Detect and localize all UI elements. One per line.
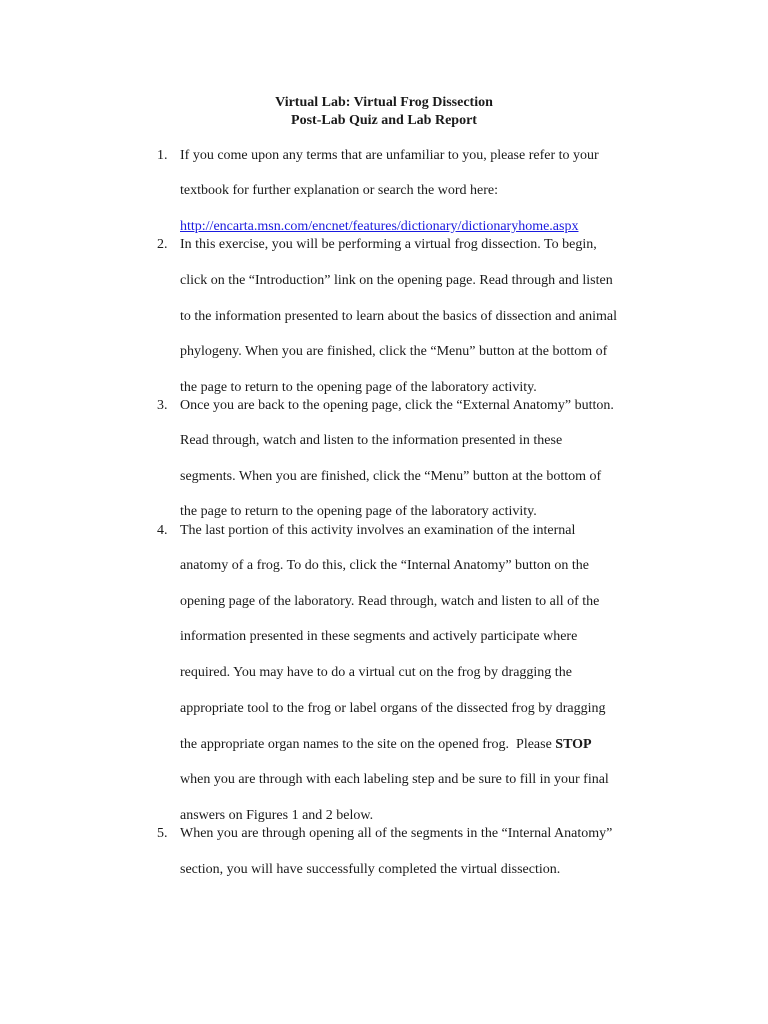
item-4-line-2: anatomy of a frog. To do this, click the “Internal Anatomy” button on the: [180, 558, 589, 573]
item-2-line-4: phylogeny. When you are finished, click the “Menu” button at the bottom of: [180, 344, 608, 359]
item-3-line-4: the page to return to the opening page of the laboratory activity.: [180, 504, 537, 519]
item-4-line-8: when you are through with each labeling step and be sure to fill in your final: [180, 772, 609, 787]
item-2-line-3: to the information presented to learn about the basics of dissection and animal: [180, 309, 617, 324]
item-2-line-5: the page to return to the opening page of the laboratory activity.: [180, 380, 537, 395]
item-2-line-1: In this exercise, you will be performing a virtual frog dissection. To begin,: [180, 237, 597, 252]
stop-emphasis: STOP: [555, 737, 592, 752]
item-number-5: 5.: [157, 826, 168, 841]
item-4-line-1: The last portion of this activity involves an examination of the internal: [180, 523, 576, 538]
item-3-line-2: Read through, watch and listen to the information presented in these: [180, 433, 563, 448]
item-4-line-3: opening page of the laboratory. Read through, watch and listen to all of the: [180, 594, 600, 609]
item-number-3: 3.: [157, 398, 168, 413]
document-subtitle: Post-Lab Quiz and Lab Report: [291, 113, 477, 128]
dictionary-link[interactable]: http://encarta.msn.com/encnet/features/dictionary/dictionaryhome.aspx: [180, 219, 579, 234]
item-1-line-2: textbook for further explanation or search the word here:: [180, 183, 498, 198]
document-title: Virtual Lab: Virtual Frog Dissection: [275, 95, 493, 110]
item-1-line-1: If you come upon any terms that are unfamiliar to you, please refer to your: [180, 148, 599, 163]
item-number-2: 2.: [157, 237, 168, 252]
item-4-line-5: required. You may have to do a virtual cut on the frog by dragging the: [180, 665, 572, 680]
item-5-line-2: section, you will have successfully completed the virtual dissection.: [180, 862, 561, 877]
item-4-line-7: [180, 736, 592, 754]
item-2-line-2: click on the “Introduction” link on the opening page. Read through and listen: [180, 273, 613, 288]
item-4-line-4: information presented in these segments and actively participate where: [180, 629, 578, 644]
item-number-1: 1.: [157, 148, 168, 163]
item-3-line-3: segments. When you are finished, click the “Menu” button at the bottom of: [180, 469, 602, 484]
item-5-line-1: When you are through opening all of the segments in the “Internal Anatomy”: [180, 826, 613, 841]
item-4-line-6: appropriate tool to the frog or label organs of the dissected frog by dragging: [180, 701, 606, 716]
item-number-4: 4.: [157, 523, 168, 538]
item-4-line-7-text: the appropriate organ names to the site on the opened frog. Please: [180, 737, 556, 752]
item-3-line-1: Once you are back to the opening page, click the “External Anatomy” button.: [180, 398, 614, 413]
item-4-line-9: answers on Figures 1 and 2 below.: [180, 808, 374, 823]
